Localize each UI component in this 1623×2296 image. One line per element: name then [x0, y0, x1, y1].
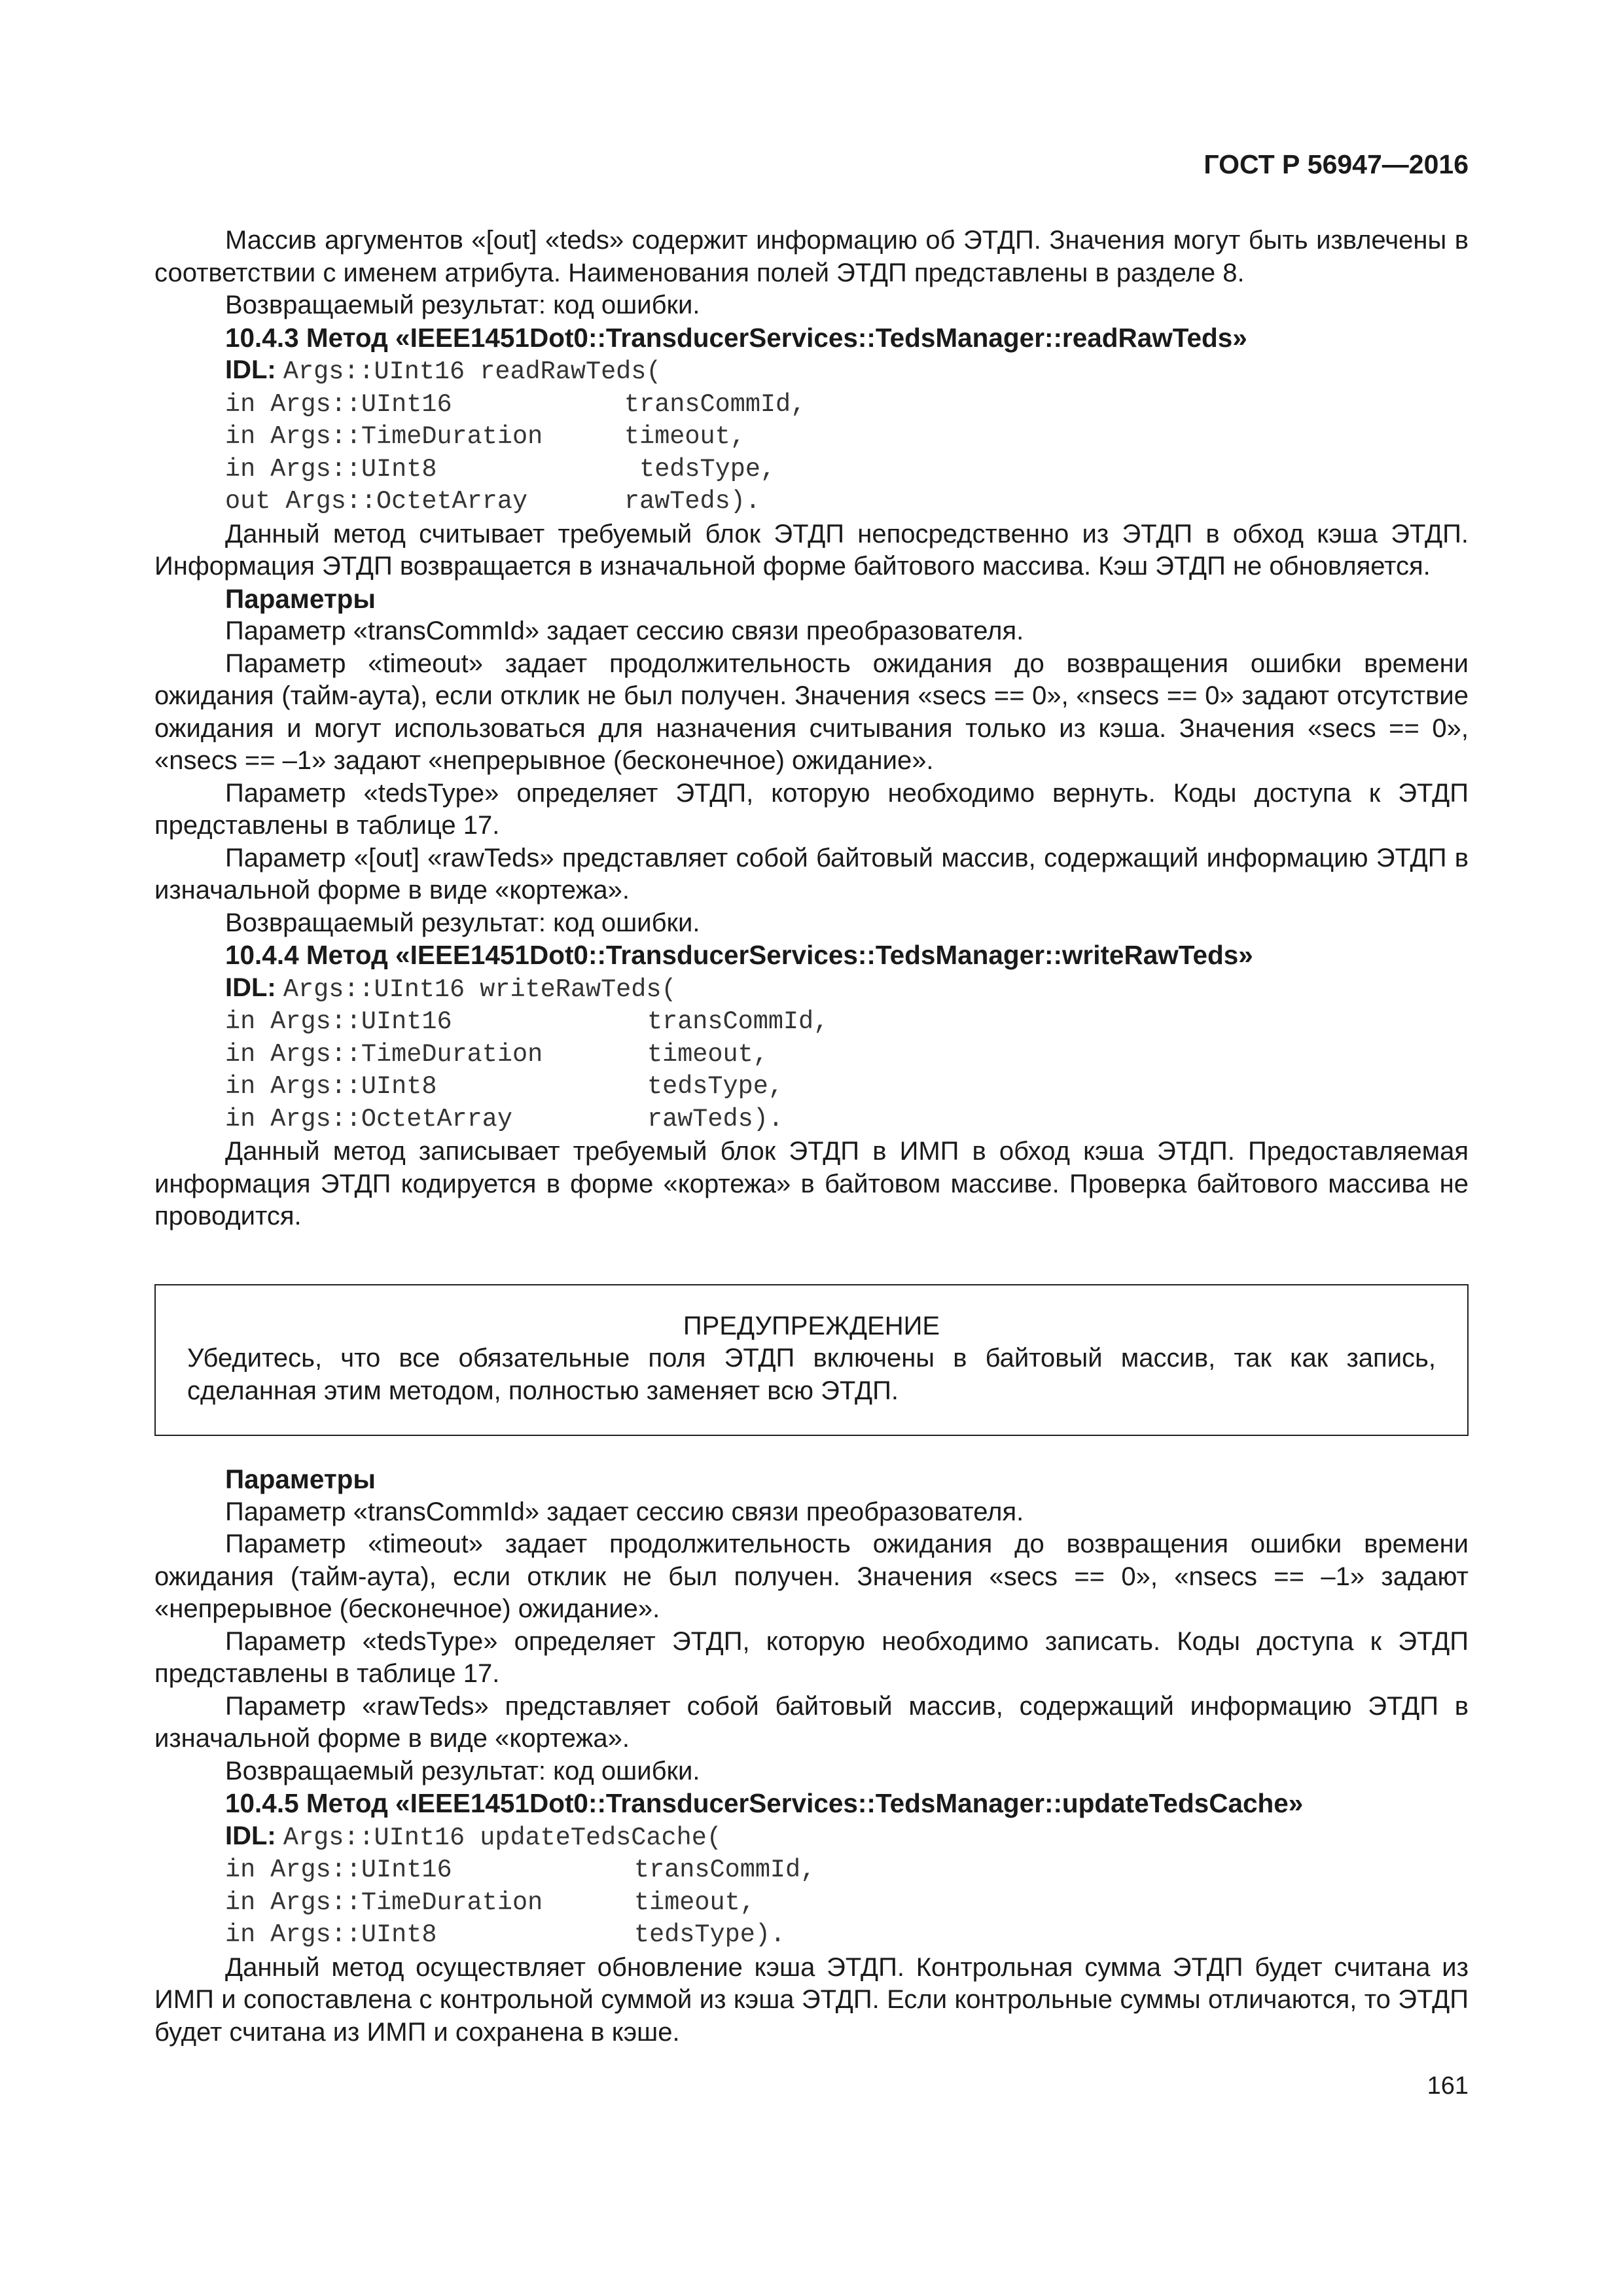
paragraph-line: Возвращаемый результат: код ошибки. — [225, 1756, 700, 1785]
idl-method-signature: Args::UInt16 updateTedsCache( — [283, 1823, 722, 1852]
idl-header-line — [154, 972, 1469, 1007]
page-number: 161 — [1427, 2072, 1469, 2100]
paragraph: Параметр «timeout» задает продолжительность ожидания до возвращения ошибки времени ожидания (тайм-аута), если отклик не был получен. Значения «secs == 0», «nsecs == 0» задают отсутствие ожидания и могут использоваться для назначения считывания только из кэша. Значения «secs == 0», «nsecs == –1» задают «непрерывное (бесконечное) ожидание». — [154, 649, 1469, 775]
section-heading: 10.4.4 Метод «IEEE1451Dot0::TransducerServices::TedsManager::writeRawTeds» — [225, 940, 1253, 970]
idl-argument-type: out Args::OctetArray — [225, 487, 528, 516]
paragraph: Данный метод осуществляет обновление кэша ЭТДП. Контрольная сумма ЭТДП будет считана из ИМП и сопоставлена с контрольной суммой из кэша ЭТДП. Если контрольные суммы отличаются, то ЭТДП будет считана из ИМП и сохранена в кэше. — [154, 1952, 1469, 2047]
idl-argument-type: in Args::TimeDuration — [225, 422, 543, 451]
idl-label: IDL: — [225, 355, 276, 384]
idl-argument-name: rawTeds). — [624, 487, 760, 516]
idl-argument-name: transCommId, — [647, 1007, 829, 1036]
idl-header-line — [154, 1820, 1469, 1855]
idl-signature-block — [154, 354, 1469, 518]
idl-method-signature: Args::UInt16 writeRawTeds( — [283, 975, 677, 1004]
idl-argument-row — [154, 1103, 1469, 1136]
paragraph-line: Параметр «transCommId» задает сессию связи преобразователя. — [225, 617, 1024, 645]
idl-argument-row — [154, 1919, 1469, 1952]
idl-argument-type: in Args::OctetArray — [225, 1104, 512, 1134]
idl-argument-row — [154, 1039, 1469, 1071]
idl-method-signature: Args::UInt16 readRawTeds( — [283, 357, 662, 386]
idl-argument-row — [154, 421, 1469, 454]
paragraph-line: Параметр «transCommId» задает сессию связи преобразователя. — [225, 1497, 1024, 1526]
paragraph-line: Возвращаемый результат: код ошибки. — [225, 908, 700, 937]
idl-argument-row — [154, 1071, 1469, 1103]
idl-argument-type: in Args::TimeDuration — [225, 1888, 543, 1917]
idl-argument-row — [154, 1887, 1469, 1920]
warning-title: ПРЕДУПРЕЖДЕНИЕ — [683, 1311, 940, 1340]
paragraph: Параметр «timeout» задает продолжительность ожидания до возвращения ошибки времени ожидания (тайм-аута), если отклик не был получен. Значения «secs == 0», «nsecs == –1» задают «непрерывное (бесконечное) ожидание». — [154, 1530, 1469, 1623]
paragraph: Данный метод считывает требуемый блок ЭТДП непосредственно из ЭТДП в обход кэша ЭТДП. Информация ЭТДП возвращается в изначальной форме байтового массива. Кэш ЭТДП не обновляется. — [154, 519, 1469, 581]
idl-argument-type: in Args::UInt16 — [225, 1007, 452, 1036]
paragraph: Параметр «tedsType» определяет ЭТДП, которую необходимо записать. Коды доступа к ЭТДП представлены в таблице 17. — [154, 1626, 1469, 1688]
idl-argument-name: timeout, — [634, 1888, 755, 1917]
paragraph: Параметр «[out] «rawTeds» представляет собой байтовый массив, содержащий информацию ЭТДП в изначальной форме в виде «кортежа». — [154, 843, 1469, 905]
idl-argument-type: in Args::UInt8 — [225, 1072, 437, 1101]
idl-argument-row — [154, 1006, 1469, 1039]
idl-argument-name: timeout, — [647, 1039, 768, 1069]
idl-argument-name: transCommId, — [624, 389, 806, 419]
document-id-header: ГОСТ Р 56947—2016 — [1204, 149, 1469, 179]
idl-argument-row — [154, 389, 1469, 422]
section-heading: Параметры — [225, 583, 376, 614]
idl-argument-name: rawTeds). — [647, 1104, 783, 1134]
idl-signature-block — [154, 972, 1469, 1136]
section-heading: Параметры — [225, 1464, 376, 1494]
idl-argument-type: in Args::UInt16 — [225, 389, 452, 419]
idl-argument-row — [154, 486, 1469, 518]
idl-argument-type: in Args::TimeDuration — [225, 1039, 543, 1069]
paragraph: Параметр «rawTeds» представляет собой байтовый массив, содержащий информацию ЭТДП в изначальной форме в виде «кортежа». — [154, 1691, 1469, 1753]
warning-box — [154, 1284, 1469, 1437]
section-heading: 10.4.3 Метод «IEEE1451Dot0::TransducerServices::TedsManager::readRawTeds» — [225, 322, 1247, 353]
idl-argument-name: timeout, — [624, 422, 745, 451]
idl-argument-type: in Args::UInt8 — [225, 454, 437, 484]
idl-argument-type: in Args::UInt16 — [225, 1856, 452, 1884]
idl-argument-name: tedsType). — [634, 1920, 786, 1949]
idl-signature-block — [154, 1820, 1469, 1952]
idl-argument-name: transCommId, — [634, 1856, 816, 1884]
idl-argument-row — [154, 1854, 1469, 1887]
paragraph: Параметр «tedsType» определяет ЭТДП, которую необходимо вернуть. Коды доступа к ЭТДП представлены в таблице 17. — [154, 778, 1469, 840]
idl-argument-row — [154, 454, 1469, 486]
idl-label: IDL: — [225, 973, 276, 1002]
paragraph-line: Возвращаемый результат: код ошибки. — [225, 291, 700, 319]
idl-label: IDL: — [225, 1821, 276, 1850]
paragraph: Массив аргументов «[out] «teds» содержит информацию об ЭТДП. Значения могут быть извлечены в соответствии с именем атрибута. Наименования полей ЭТДП представлены в разделе 8. — [154, 226, 1469, 287]
idl-argument-name: tedsType, — [624, 454, 776, 484]
warning-text: Убедитесь, что все обязательные поля ЭТДП включены в байтовый массив, так как запись, сделанная этим методом, полностью заменяет всю ЭТДП. — [187, 1344, 1436, 1405]
idl-argument-type: in Args::UInt8 — [225, 1920, 437, 1949]
idl-argument-name: tedsType, — [647, 1072, 783, 1101]
idl-header-line — [154, 354, 1469, 389]
section-heading: 10.4.5 Метод «IEEE1451Dot0::TransducerServices::TedsManager::updateTedsCache» — [225, 1788, 1304, 1818]
paragraph: Данный метод записывает требуемый блок ЭТДП в ИМП в обход кэша ЭТДП. Предоставляемая информация ЭТДП кодируется в форме «кортежа» в байтовом массиве. Проверка байтового массива не проводится. — [154, 1137, 1469, 1230]
page-body — [154, 224, 1469, 2049]
